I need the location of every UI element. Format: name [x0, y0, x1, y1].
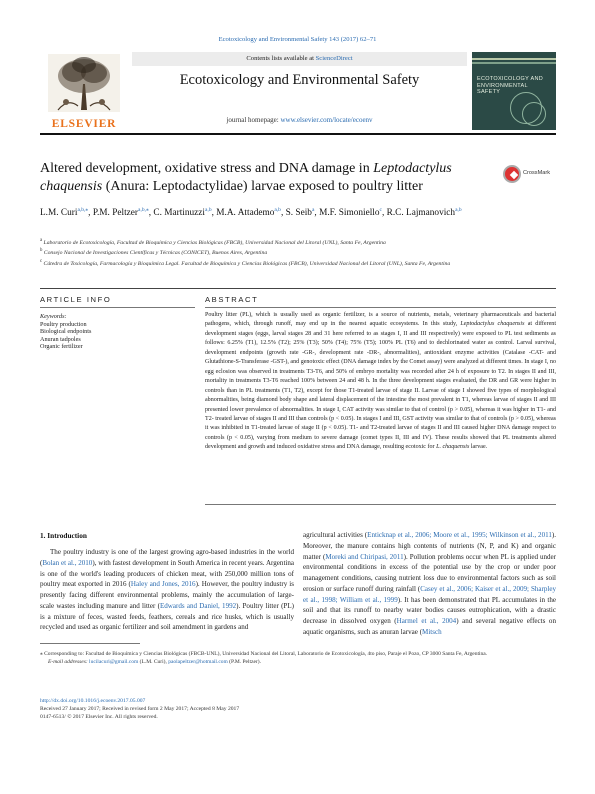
citation-link[interactable]: Bolan et al., 2010: [42, 558, 93, 567]
citation-link[interactable]: Harmel et al., 2004: [396, 617, 457, 625]
author[interactable]: [93, 208, 149, 218]
abstract-bottom-rule: [205, 504, 556, 505]
copyright: 0147-6513/ © 2017 Elsevier Inc. All rights reserved.: [40, 714, 158, 720]
crossmark-icon: [503, 165, 521, 183]
abstract-species: Leptodactylus chaquensis: [460, 321, 525, 328]
citation-link[interactable]: Mitsch: [422, 627, 442, 636]
introduction-right-column: [303, 530, 556, 638]
author-name[interactable]: M.F. Simoniello: [319, 208, 380, 219]
elsevier-tree-icon: [48, 54, 120, 112]
author-list: L.M. Curi$^{a,b,⁎}$, P.M. Peltzer$^{a,b,⁎}$, C. Martinuzzi$^{a,b}$, M.A. Attademo$^{a,b}$, S. Seib$^a$, M.F. Simoniello$^c$, R.C. Lajmanovich$^{a,b}$: [40, 207, 462, 219]
email-owner: (L.M. Curi),: [138, 659, 169, 666]
crossmark-badge[interactable]: [503, 165, 551, 189]
author-affiliation-mark[interactable]: c: [379, 207, 382, 213]
affiliation-mark: c: [40, 258, 43, 264]
received-dates: Received 27 January 2017; Received in revised form 2 May 2017; Accepted 8 May 2017: [40, 706, 240, 712]
affiliation: [40, 258, 550, 268]
affiliation-text: Consejo Nacional de Investigaciones Científicas y Técnicas (CONICET), Buenos Aires, Argentina: [43, 250, 268, 257]
email-link[interactable]: lucilacuri@gmail.com: [89, 659, 139, 666]
journal-reference[interactable]: Ecotoxicology and Environmental Safety 143 (2017) 62–71: [218, 36, 377, 43]
body-text: ). However, the poultry industry is presently facing different environmental problems, mainly the accumulation of large-scale wastes including manure and litter (: [40, 580, 294, 610]
abstract-rule: [205, 307, 556, 308]
footnote-divider: [40, 643, 140, 644]
body-text: ). It has been demonstrated that PL accumulates in the soil and that its runoff to nearby water bodies causes eutrophication, with a drastic decrease in dissolved oxygen (: [303, 595, 556, 625]
keyword: Anuran tadpoles: [40, 335, 81, 343]
author[interactable]: [286, 208, 315, 218]
article-info-rule: [40, 307, 195, 308]
corresponding-author-footnote: [40, 650, 556, 666]
article-title: [40, 160, 480, 196]
sciencedirect-link[interactable]: ScienceDirect: [315, 55, 353, 62]
contents-available-bar: [132, 52, 467, 66]
affiliation-text: Cátedra de Toxicología, Farmacología y Bioquímica Legal. Facultad de Bioquímica y Ciencias Biológicas (FBCB), Universidad Nacional del Litoral (UNL), Santa Fe, Argentina: [43, 260, 451, 267]
cover-title: ECOTOXICOLOGY AND ENVIRONMENTAL SAFETY: [477, 76, 544, 95]
introduction-left-column: [40, 547, 294, 633]
homepage-link[interactable]: www.elsevier.com/locate/ecoenv: [280, 116, 373, 124]
citation-link[interactable]: Casey et al., 2006; Kaiser et al., 2009; Sharpley et al., 1998; William et al., 1999: [303, 584, 556, 604]
author-name[interactable]: R.C. Lajmanovich: [386, 208, 456, 219]
article-info-heading: ARTICLE INFO: [40, 295, 112, 304]
author[interactable]: [153, 208, 211, 218]
affiliation-text: Laboratorio de Ecotoxicología, Facultad de Bioquímica y Ciencias Biológicas (FBCB), Universidad Nacional del Litoral (UNL), Santa Fe, Argentina: [43, 239, 386, 246]
title-part-2: (Anura: Leptodactylidae) larvae exposed to poultry litter: [102, 179, 423, 194]
email-owner: (P.M. Peltzer).: [227, 659, 261, 666]
abstract-species: L. chaquensis: [436, 444, 470, 451]
author[interactable]: [40, 208, 88, 218]
author-affiliation-mark[interactable]: a,b: [274, 207, 281, 213]
crossmark-label: CrossMark: [523, 170, 551, 176]
introduction-heading: 1. Introduction: [40, 531, 87, 540]
abstract-text: [205, 311, 556, 453]
author-affiliation-mark[interactable]: a,b: [455, 207, 462, 213]
article-metadata: [40, 697, 556, 721]
author-affiliation-mark[interactable]: a: [311, 207, 315, 213]
abstract-part: Poultry litter (PL), which is usually used as organic fertilizer, is a source of nutrients, metals, veterinary pharmaceuticals and bacterial pathogens, which, through runoff, may end up in the nearest aquatic ecosystems. In this study,: [205, 312, 556, 328]
doi-link[interactable]: http://dx.doi.org/10.1016/j.ecoenv.2017.05.007: [40, 698, 146, 704]
body-text: ) and several negative effects on aquatic organisms, such as anuran larvae (: [303, 617, 556, 636]
author-name[interactable]: S. Seib: [285, 208, 312, 219]
journal-title: Ecotoxicology and Environmental Safety: [179, 72, 420, 88]
journal-cover-image[interactable]: [472, 52, 556, 130]
cover-band: [472, 62, 556, 64]
body-text: The poultry industry is one of the largest growing agro-based industries in the world (: [40, 548, 294, 567]
abstract-part: at different development stages (eggs, larval stages 28 and 31 here referred to as stages I, II and III respectively) were exposed to PL test sediments as follows: 6.25% (T1), 12.5% (T2); 25% (T3); 50% (T4); 75% (T5); 100% PL (T6) and to dechlorinated water as control. Larval survival, development endpoints (growth rate -GR-, development rate -DR-, abnormalities), antioxidant enzyme activities (Catalase -CAT- and Glutathione-S-Transferase -GST-), and genotoxic effect (DNA damage index by the Comet assay) were analyzed at different times. In stage I, no egg eclosion was observed in treatments T3-T6, and 50% of embryo mortality was recorded after 24 h of exposure to T2. In stages II and III, mortality in treatments T3-T6 reached 100% between 24 and 48 h. In the three development stages evaluated, the DR and GR were higher in controls than in PL treatments (T1, T2), except for those T1-treated larvae of stage II. Larvae of stage I showed five types of morphological abnormalities, being diamond body shape and lateral displacement of the intestine the most prevalent in T1, whereas larvae of stages II and III presented lower prevalence of abnormalities. In stage I, CAT activity was similar to that of control (p > 0.05), whereas it was higher in T1- and T2- treated larvae of stages II and III than controls (p < 0.05). In stages I and III, GST activity was similar to that of controls (p > 0.05), whereas it was inhibited in T1-treated larvae of stage II (p < 0.05). T1- and T2-treated larvae of stages II and III caused higher DNA damage respect to controls (p < 0.05), varying from medium to severe damage (comet types II, III and IV). These results showed that PL treatments altered development and growth and induced oxidative stress and DNA damage, resulting ecotoxic for: [205, 321, 557, 451]
keyword: Poultry production: [40, 320, 87, 328]
citation-link[interactable]: Moreki and Chiripasi, 2011: [325, 552, 404, 561]
email-label: E-mail addresses:: [48, 659, 90, 666]
affiliations: [40, 237, 550, 268]
publisher-name: ELSEVIER: [51, 118, 117, 130]
author-name[interactable]: M.A. Attademo: [216, 208, 275, 219]
body-text: ). Moreover, the manure contains high contents of nutrients (N, P, and K) and organic matter (: [303, 531, 556, 561]
title-part-1: Altered development, oxidative stress and DNA damage in: [40, 161, 374, 176]
author-affiliation-mark[interactable]: a,b,⁎: [77, 207, 89, 213]
section-divider: [40, 288, 556, 289]
elsevier-logo[interactable]: [40, 52, 128, 130]
body-text: ). Poultry litter (PL) is a mixture of feces, wasted feeds, feathers, cereals and rice husks, which is usually recycled and used as organic fertilizer and soil amendment in gardens and: [40, 601, 294, 632]
correspondence-text: ⁎ Corresponding to: Facultad de Bioquímica y Ciencias Biológicas (FBCB-UNL), Universidad Nacional del Litoral, Laboratorio de Ecotoxicología, 4to piso, Paraje el Pozo, CP 3000 Santa Fe, Argentina.: [40, 651, 488, 657]
body-text: ), with fastest development in South America in recent years. Argentina is one of the world's leading producers of chicken meat, with 250,000 million tons of poultry meat exported in 2016 (: [40, 558, 295, 589]
journal-homepage: [132, 116, 467, 124]
title-species: Leptodactylus chaquensis: [40, 161, 452, 194]
keywords-block: [40, 313, 195, 351]
abstract-heading: ABSTRACT: [205, 295, 259, 304]
author-name[interactable]: C. Martinuzzi: [153, 208, 206, 219]
cover-band: [472, 58, 556, 60]
journal-banner: [132, 52, 467, 130]
author-affiliation-mark[interactable]: a,b,⁎: [138, 207, 149, 213]
keyword: Biological endpoints: [40, 328, 92, 336]
cover-decoration: [522, 102, 546, 126]
keywords-label: Keywords:: [40, 313, 67, 320]
journal-header: [40, 52, 556, 130]
citation-link[interactable]: Haley and Jones, 2016: [130, 580, 196, 589]
abstract-part: larvae.: [469, 444, 488, 451]
affiliation-mark: b: [40, 248, 43, 254]
citation-link[interactable]: Edwards and Daniel, 1992: [159, 601, 237, 610]
affiliation-mark: a: [40, 238, 43, 243]
email-line: [40, 658, 556, 666]
author-name[interactable]: L.M. Curi: [40, 208, 78, 219]
author[interactable]: [387, 208, 462, 218]
header-divider: [40, 133, 556, 135]
citation-link[interactable]: Enticknap et al., 2006; Moore et al., 1995; Wilkinson et al., 2011: [367, 531, 552, 539]
keyword: Organic fertilizer: [40, 343, 83, 351]
affiliation: [40, 247, 550, 257]
body-text: ). Pollution problems occur when PL is applied under environmental conditions in excess of the potential use by the crop or under poor management conditions, causing nutrient loss due to environmental factors such as soil erosion or surface runoff during rainfall (: [303, 552, 556, 593]
email-link[interactable]: paolapeltzer@hotmail.com: [168, 659, 228, 666]
contents-prefix: Contents lists available at: [246, 55, 316, 62]
author-name[interactable]: P.M. Peltzer: [92, 208, 139, 219]
homepage-prefix: journal homepage:: [226, 116, 281, 124]
affiliation: [40, 237, 550, 247]
author-affiliation-mark[interactable]: a,b: [205, 207, 212, 213]
author[interactable]: [319, 208, 382, 218]
body-text: agricultural activities (: [303, 531, 368, 539]
author[interactable]: [216, 208, 281, 218]
